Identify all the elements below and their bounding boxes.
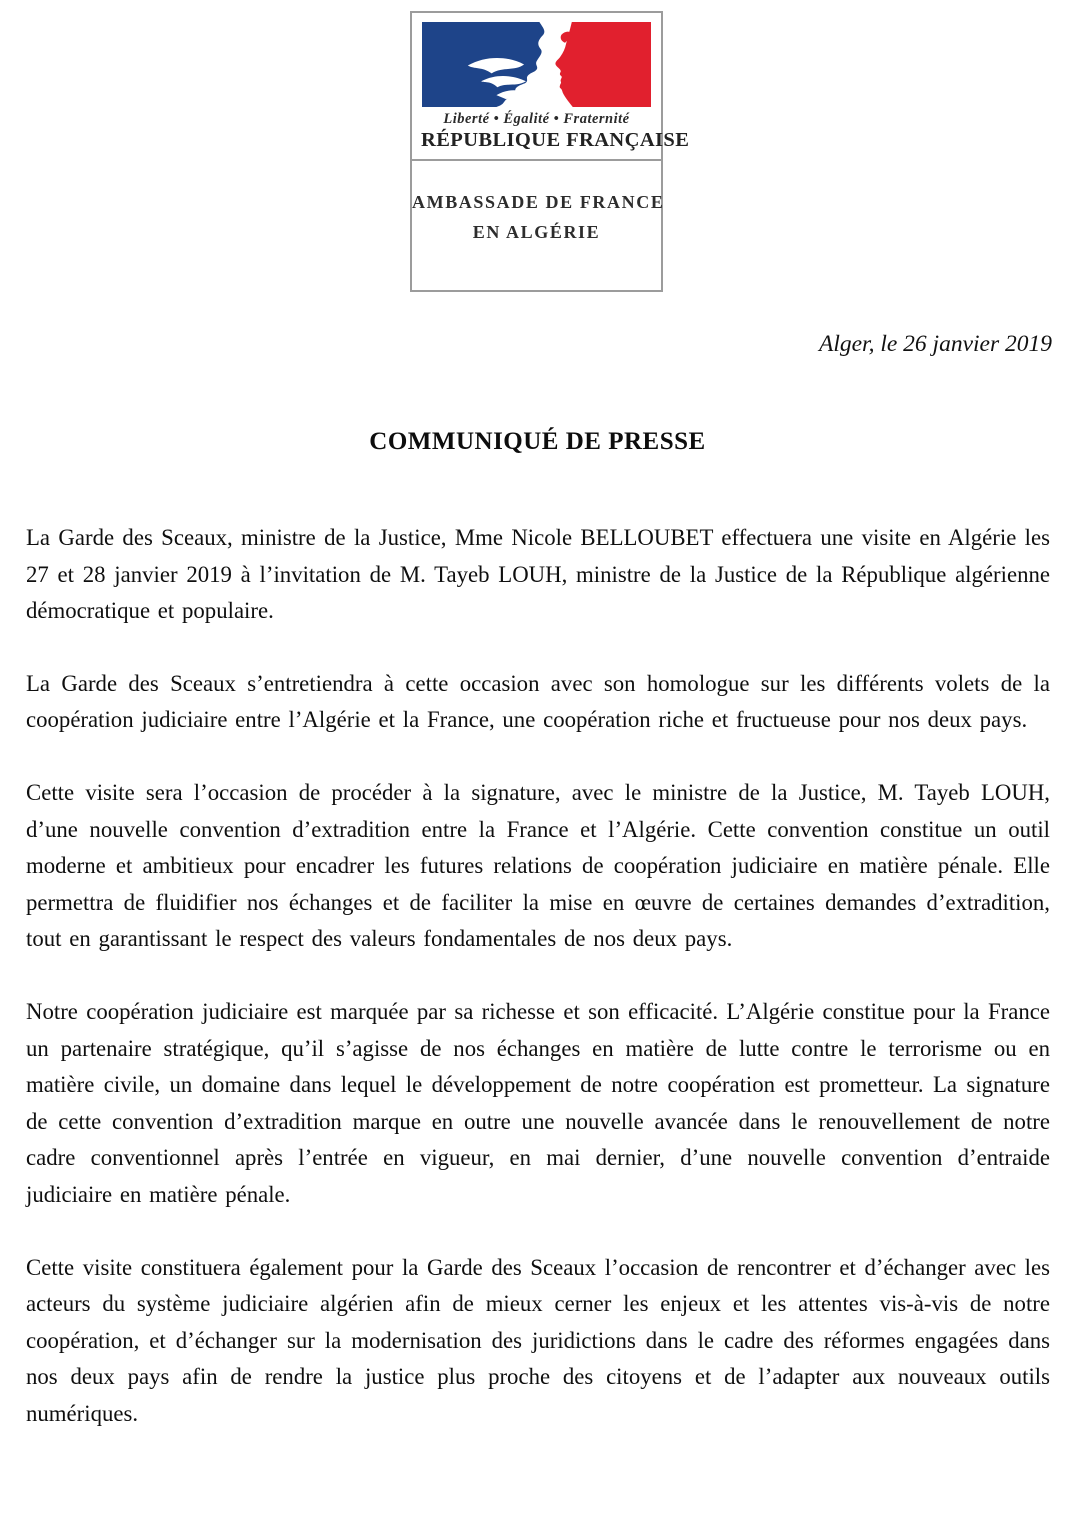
embassy-name-box (412, 161, 665, 290)
body-paragraph: La Garde des Sceaux, ministre de la Justice, Mme Nicole BELLOUBET effectuera une visite en Algérie les 27 et 28 janvier 2019 à l’invitation de M. Tayeb LOUH, ministre de la Justice de la République algérienne démocratique et populaire. (26, 525, 1050, 624)
body-paragraph: Cette visite constituera également pour la Garde des Sceaux l’occasion de rencontrer et d’échanger avec les acteurs du système judiciaire algérien afin de mieux cerner les enjeux et les attentes vis-à-vis de notre coopération, et d’échanger sur la modernisation des juridictions dans le cadre des réformes engagées dans nos deux pays afin de rendre la justice plus proche des citoyens et de l’adapter aux nouveaux outils numériques. (26, 1254, 1050, 1426)
logo-republique-francaise: RÉPUBLIQUE FRANÇAISE (421, 129, 690, 151)
body-paragraph: La Garde des Sceaux s’entretiendra à cette occasion avec son homologue sur les différents volets de la coopération judiciaire entre l’Algérie et la France, une coopération riche et fructueuse pour nos deux pays. (26, 670, 1050, 733)
logo-motto: Liberté • Égalité • Fraternité (443, 111, 630, 127)
embassy-name-line2: EN ALGÉRIE (472, 222, 601, 242)
embassy-name-line1: AMBASSADE DE FRANCE (412, 192, 665, 212)
embassy-logo (410, 11, 690, 292)
dateline: Alger, le 26 janvier 2019 (818, 331, 1052, 357)
republique-francaise-logo (412, 13, 690, 161)
body-paragraph: Cette visite sera l’occasion de procéder à la signature, avec le ministre de la Justice, M. Tayeb LOUH, d’une nouvelle convention d’extradition entre la France et l’Algérie. Cette convention constitue un outil moderne et ambitieux pour encadrer les futures relations de coopération judiciaire en matière pénale. Elle permettra de fluidifier nos échanges et de faciliter la mise en œuvre de certaines demandes d’extradition, tout en garantissant le respect des valeurs fondamentales de nos deux pays. (26, 779, 1050, 952)
body-paragraph: Notre coopération judiciaire est marquée par sa richesse et son efficacité. L’Algérie constitue pour la France un partenaire stratégique, qu’il s’agisse de nos échanges en matière de lutte contre le terrorisme ou en matière civile, un domaine dans lequel le développement de notre coopération est prometteur. La signature de cette convention d’extradition marque en outre une nouvelle avancée dans le renouvellement de notre cadre conventionnel après l’entrée en vigueur, en mai dernier, d’une nouvelle convention d’entraide judiciaire en matière pénale. (26, 998, 1050, 1207)
press-release-body (26, 520, 1050, 1432)
marianne-flag-icon (422, 22, 651, 107)
press-release-title: COMMUNIQUÉ DE PRESSE (369, 428, 706, 455)
